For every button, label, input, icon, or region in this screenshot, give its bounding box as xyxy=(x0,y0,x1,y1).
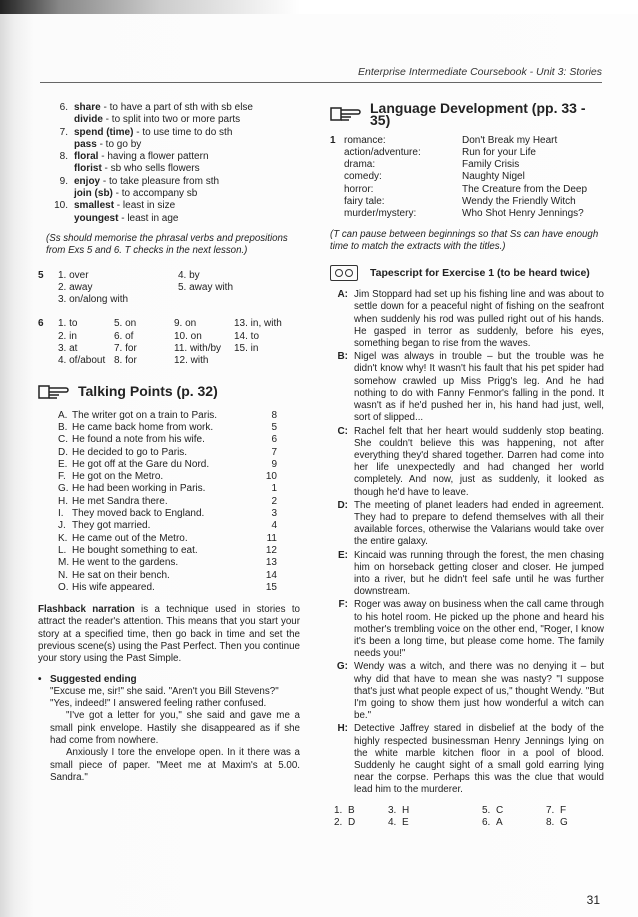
answer-cell: 3. at xyxy=(58,343,78,355)
tapescript-item xyxy=(330,351,604,424)
running-title: Enterprise Intermediate Coursebook - Unit 3: Stories xyxy=(358,66,602,78)
answer-cell xyxy=(178,294,298,306)
point-number: 15 xyxy=(265,581,277,593)
answer-key-cell: G xyxy=(560,816,568,828)
suggested-ending-text xyxy=(50,686,300,784)
genre-title: Naughty Nigel xyxy=(462,171,525,183)
exercise-6-label xyxy=(38,331,58,343)
point-letter: M. xyxy=(58,557,70,569)
tapescript-title: Tapescript for Exercise 1 (to be heard twice) xyxy=(370,267,590,280)
exercise-1-label xyxy=(330,208,344,220)
vocab-word: spend (time) xyxy=(74,126,134,138)
vocab-row xyxy=(38,200,300,212)
genre-name: action/adventure: xyxy=(344,146,421,158)
vocab-list xyxy=(38,102,300,225)
answer-key-cell: 6. xyxy=(482,816,491,828)
genre-title: Wendy the Friendly Witch xyxy=(462,196,576,208)
genre-title: Don't Break my Heart xyxy=(462,134,558,146)
vocab-entry xyxy=(74,127,232,139)
point-number: 5 xyxy=(271,421,277,433)
genre-title: Run for your Life xyxy=(462,146,536,158)
point-letter: B. xyxy=(58,421,68,433)
point-number: 3 xyxy=(271,508,277,520)
answer-key-cell: E xyxy=(402,816,409,828)
exercise-1-label xyxy=(330,159,344,171)
answer-cell: 13. in, with xyxy=(234,318,282,330)
genre-name: romance: xyxy=(344,134,386,146)
point-text: He had been working in Paris. xyxy=(72,483,206,495)
pointing-hand-icon xyxy=(38,382,70,402)
vocab-row xyxy=(38,151,300,163)
tapescript-list xyxy=(330,289,604,796)
exercise-5-label: 5 xyxy=(38,269,44,281)
vocab-row xyxy=(38,139,300,151)
answer-cell: 3. on/along with xyxy=(58,294,129,306)
talking-point-row xyxy=(58,496,300,508)
point-number: 2 xyxy=(271,495,277,507)
exercise-5 xyxy=(38,270,300,307)
genre-title: The Creature from the Deep xyxy=(462,183,588,195)
point-letter: N. xyxy=(58,569,68,581)
vocab-entry xyxy=(74,139,141,151)
genre-name: murder/mystery: xyxy=(344,208,417,220)
talking-point-row xyxy=(58,410,300,422)
point-text: The writer got on a train to Paris. xyxy=(72,409,218,421)
vocab-number xyxy=(38,163,74,175)
exercise-5-label xyxy=(38,282,58,294)
talking-point-row xyxy=(58,422,300,434)
vocab-definition: - sb who sells flowers xyxy=(101,163,200,175)
vocab-entry xyxy=(74,151,209,163)
point-number: 9 xyxy=(271,458,277,470)
answer-cell: 8. for xyxy=(114,355,137,367)
exercise-6-label xyxy=(38,343,58,355)
point-number: 10 xyxy=(265,471,277,483)
answer-key-cell: C xyxy=(496,804,504,816)
talking-point-row xyxy=(58,471,300,483)
vocab-definition: - least in size xyxy=(114,200,176,212)
exercise-1-label xyxy=(330,196,344,208)
answer-cell: 5. on xyxy=(114,318,137,330)
answer-cell: 7. for xyxy=(114,343,137,355)
tapescript-item xyxy=(330,550,604,599)
vocab-number: 8. xyxy=(59,151,68,163)
bullet-icon: • xyxy=(38,673,42,685)
exercise-6 xyxy=(38,318,300,367)
point-letter: J. xyxy=(58,520,66,532)
answer-cell: 2. away xyxy=(58,281,93,293)
vocab-number: 7. xyxy=(59,126,68,138)
point-letter: L. xyxy=(58,544,67,556)
point-text: His wife appeared. xyxy=(72,581,155,593)
point-letter: I. xyxy=(58,508,64,520)
story-paragraph: "I've got a letter for you," she said and gave me a small pink envelope. Hastily she disappeared as if she had come from nowhere. xyxy=(50,710,300,747)
point-letter: C. xyxy=(58,434,68,446)
page-number: 31 xyxy=(586,893,600,907)
tapescript-item xyxy=(330,661,604,722)
answer-key-cell: 4. xyxy=(388,816,397,828)
tapescript-letter: E: xyxy=(338,549,348,561)
suggested-ending-heading xyxy=(38,674,300,686)
vocab-entry xyxy=(74,176,219,188)
point-number: 12 xyxy=(265,544,277,556)
vocab-row xyxy=(38,188,300,200)
tapescript-letter: F: xyxy=(338,599,348,611)
talking-points-heading xyxy=(38,382,300,402)
scan-shadow xyxy=(0,0,638,14)
exercise-5-label xyxy=(38,294,58,306)
vocab-word: florist xyxy=(74,163,102,175)
answer-cell: 15. in xyxy=(234,343,259,355)
tapescript-item xyxy=(330,599,604,660)
talking-point-row xyxy=(58,557,300,569)
header-rule xyxy=(40,82,602,83)
vocab-word: share xyxy=(74,102,101,113)
vocab-definition: - to use time to do sth xyxy=(133,126,233,138)
tapescript-text: Jim Stoppard had set up his fishing line and was about to settle down for a peaceful night of fishing on the seafront when suddenly his rod was pulled right out of his hands. He gasped in terror as suddenly, before his eyes, something began to rise from the waves. xyxy=(354,289,604,350)
genre-titles-list xyxy=(330,135,604,221)
talking-point-row xyxy=(58,459,300,471)
point-text: He came back home from work. xyxy=(72,421,214,433)
exercise-1-label xyxy=(330,147,344,159)
point-text: They got married. xyxy=(72,520,151,532)
answer-cell: 5. away with xyxy=(178,281,234,293)
point-text: He went to the gardens. xyxy=(72,557,179,569)
talking-points-list xyxy=(58,410,300,594)
vocab-entry xyxy=(74,188,197,200)
genre-name: horror: xyxy=(344,183,374,195)
tapescript-text: Detective Jaffrey stared in disbelief at the body of the highly respected businessman Henry Jennings lying on the white marble kitchen floor in a pool of blood. Suddenly he caught sight of a small gold earring lying near the corpse. Perhaps this was the clue that would lead him to the murderer. xyxy=(354,723,604,796)
talking-point-row xyxy=(58,570,300,582)
vocab-definition: - to go by xyxy=(96,138,142,150)
vocab-word: youngest xyxy=(74,212,119,224)
point-letter: O. xyxy=(58,581,69,593)
vocab-row xyxy=(38,213,300,225)
answer-cell: 9. on xyxy=(174,318,197,330)
point-number: 14 xyxy=(265,569,277,581)
point-number: 4 xyxy=(271,520,277,532)
tapescript-heading xyxy=(330,265,604,281)
tapescript-letter: H: xyxy=(337,723,348,735)
tapescript-text: The meeting of planet leaders had ended in agreement. They had to prepare to defend themselves with all their available forces, otherwise the Valarians would take over the entire galaxy. xyxy=(354,499,604,548)
point-number: 11 xyxy=(266,532,277,544)
tapescript-letter: A: xyxy=(337,289,348,301)
answer-key-cell: A xyxy=(496,816,503,828)
tapescript-item xyxy=(330,723,604,796)
vocab-number: 6. xyxy=(59,102,68,113)
language-development-title: Language Development (pp. 33 - 35) xyxy=(370,100,586,129)
phrasal-verbs-note: (Ss should memorise the phrasal verbs and prepositions from Exs 5 and 6. T checks in the next lesson.) xyxy=(46,232,288,257)
story-paragraph: Anxiously I tore the envelope open. In it there was a small piece of paper. "Meet me at Maxim's at 5.00. Sandra." xyxy=(50,747,300,783)
vocab-row xyxy=(38,176,300,188)
answer-cell: 2. in xyxy=(58,330,77,342)
genre-title: Who Shot Henry Jennings? xyxy=(462,208,584,220)
point-text: He bought something to eat. xyxy=(72,544,198,556)
vocab-entry xyxy=(74,213,179,225)
talking-point-row xyxy=(58,582,300,594)
vocab-number: 10. xyxy=(54,200,68,212)
vocab-entry xyxy=(74,163,200,175)
answer-key xyxy=(334,805,604,830)
language-development-heading xyxy=(330,102,604,127)
answer-cell: 14. to xyxy=(234,330,260,342)
flashback-paragraph xyxy=(38,604,300,665)
vocab-definition: - to take pleasure from sth xyxy=(100,175,220,187)
answer-key-cell: 7. xyxy=(546,804,555,816)
left-column xyxy=(38,102,300,784)
story-paragraph: "Excuse me, sir!" she said. "Aren't you Bill Stevens?" xyxy=(50,685,279,697)
vocab-word: smallest xyxy=(74,200,115,212)
talking-points-title: Talking Points (p. 32) xyxy=(78,383,218,400)
genre-name: comedy: xyxy=(344,171,382,183)
answer-key-cell: 3. xyxy=(388,804,397,816)
exercise-1-label: 1 xyxy=(330,134,336,146)
answer-cell xyxy=(234,355,294,367)
cassette-icon xyxy=(330,265,358,281)
right-column xyxy=(330,102,604,829)
vocab-entry xyxy=(74,200,175,212)
vocab-number xyxy=(38,188,74,200)
point-letter: A. xyxy=(58,409,68,421)
vocab-word: floral xyxy=(74,151,99,163)
pointing-hand-icon xyxy=(330,104,362,124)
vocab-definition: - to split into two or more parts xyxy=(102,114,241,126)
vocab-definition: - having a flower pattern xyxy=(98,151,209,163)
answer-key-cell: 1. xyxy=(334,804,343,816)
genre-name: drama: xyxy=(344,159,376,171)
point-number: 7 xyxy=(271,446,277,458)
vocab-definition: - to accompany sb xyxy=(112,188,198,200)
vocab-word: divide xyxy=(74,114,103,126)
genre-name: fairy tale: xyxy=(344,196,385,208)
vocab-row xyxy=(38,127,300,139)
tapescript-text: Kincaid was running through the forest, the men chasing him on horseback getting closer and closer. He jumped into a river, but he didn't feel safe until he was further downstream. xyxy=(354,549,604,598)
point-number: 6 xyxy=(271,434,277,446)
vocab-number xyxy=(38,114,74,126)
pause-note: (T can pause between beginnings so that Ss can have enough time to match the extracts with the titles.) xyxy=(330,228,599,252)
vocab-number: 9. xyxy=(59,175,68,187)
vocab-row xyxy=(38,114,300,126)
answer-key-cell: 2. xyxy=(334,816,343,828)
point-text: He sat on their bench. xyxy=(72,569,170,581)
vocab-row xyxy=(38,163,300,175)
exercise-1-label xyxy=(330,184,344,196)
answer-cell: 11. with/by xyxy=(174,343,222,355)
vocab-row xyxy=(38,102,300,114)
point-number: 1 xyxy=(271,483,277,495)
answer-cell: 4. of/about xyxy=(58,355,106,367)
vocab-word: enjoy xyxy=(74,175,101,187)
answer-cell: 12. with xyxy=(174,355,209,367)
tapescript-item xyxy=(330,426,604,499)
suggested-ending-title: Suggested ending xyxy=(50,673,137,685)
point-number: 8 xyxy=(271,409,277,421)
tapescript-text: Nigel was always in trouble – but the trouble was he didn't know why! It wasn't his fault that his pet spider had somehow crawled up Miss Prigg's leg. And he had nothing to do with Fanny Fenmor's falling in the pond. It wasn't as if he'd pushed her in, his hand had just, well, sort of slipped... xyxy=(354,351,604,424)
point-text: He got on the Metro. xyxy=(72,471,164,483)
point-text: He came out of the Metro. xyxy=(72,532,188,544)
answer-key-cell: 8. xyxy=(546,816,555,828)
talking-point-row xyxy=(58,483,300,495)
tapescript-text: Rachel felt that her heart would suddenly stop beating. She couldn't believe this was happening, not after everything they'd shared together. Darren had come into her life unexpectedly and had changed her world completely. And now, just as suddenly, it looked as though he'd have to leave. xyxy=(354,425,604,498)
talking-point-row xyxy=(58,533,300,545)
answer-cell: 1. over xyxy=(58,269,89,281)
vocab-number xyxy=(38,139,74,151)
tapescript-letter: C: xyxy=(337,425,348,437)
story-paragraph: "Yes, indeed!" I answered feeling rather confused. xyxy=(50,698,267,710)
answer-cell: 4. by xyxy=(178,269,200,281)
talking-point-row xyxy=(58,508,300,520)
genre-title: Family Crisis xyxy=(462,159,520,171)
vocab-definition: - least in age xyxy=(118,212,179,224)
tapescript-text: Roger was away on business when the call came through to his hotel room. He picked up the phone and heard his mother's trembling voice on the other end, "Roger, I know it's been a long time, but please come home. The family needs you!" xyxy=(354,599,604,660)
point-letter: G. xyxy=(58,483,69,495)
vocab-word: join (sb) xyxy=(74,188,113,200)
exercise-1-label xyxy=(330,171,344,183)
tapescript-letter: B: xyxy=(337,351,348,363)
vocab-word: pass xyxy=(74,138,97,150)
point-text: He decided to go to Paris. xyxy=(72,446,188,458)
vocab-entry xyxy=(74,102,253,114)
answer-cell: 1. to xyxy=(58,318,78,330)
answer-cell: 10. on xyxy=(174,330,202,342)
point-letter: K. xyxy=(58,532,68,544)
point-number: 13 xyxy=(265,557,277,569)
talking-point-row xyxy=(58,545,300,557)
point-text: He found a note from his wife. xyxy=(72,434,205,446)
answer-key-cell: H xyxy=(402,804,410,816)
tapescript-letter: G: xyxy=(336,661,348,673)
flashback-term: Flashback narration xyxy=(38,604,135,616)
point-letter: H. xyxy=(58,495,68,507)
answer-key-cell: D xyxy=(348,816,356,828)
tapescript-item xyxy=(330,289,604,350)
talking-point-row xyxy=(58,447,300,459)
answer-cell: 6. of xyxy=(114,330,134,342)
vocab-entry xyxy=(74,114,240,126)
point-text: He got off at the Gare du Nord. xyxy=(72,458,210,470)
point-letter: F. xyxy=(58,471,66,483)
tapescript-item xyxy=(330,500,604,549)
tapescript-letter: D: xyxy=(337,499,348,511)
point-letter: D. xyxy=(58,446,68,458)
answer-key-cell: F xyxy=(560,804,567,816)
tapescript-text: Wendy was a witch, and there was no denying it – but why did that have to mean she was nasty? "I suppose that's just what people expect of us," thought Wendy. "But I'm going to show them just how wonderful a witch can be." xyxy=(354,661,604,722)
talking-point-row xyxy=(58,434,300,446)
point-text: He met Sandra there. xyxy=(72,495,168,507)
point-letter: E. xyxy=(58,458,68,470)
vocab-definition: - to have a part of sth with sb else xyxy=(100,102,253,113)
exercise-6-label xyxy=(38,355,58,367)
talking-point-row xyxy=(58,520,300,532)
flashback-text: is a technique used in stories to attract the reader's attention. This means that you start your story at a specified time, then go back in time and set the previous scene(s) using the Past Perfect. Then you continue your story using the Past Simple. xyxy=(38,604,300,665)
answer-key-cell: 5. xyxy=(482,804,491,816)
point-text: They moved back to England. xyxy=(72,508,205,520)
vocab-number xyxy=(38,213,74,225)
exercise-6-label: 6 xyxy=(38,318,44,330)
answer-key-cell: B xyxy=(348,804,355,816)
